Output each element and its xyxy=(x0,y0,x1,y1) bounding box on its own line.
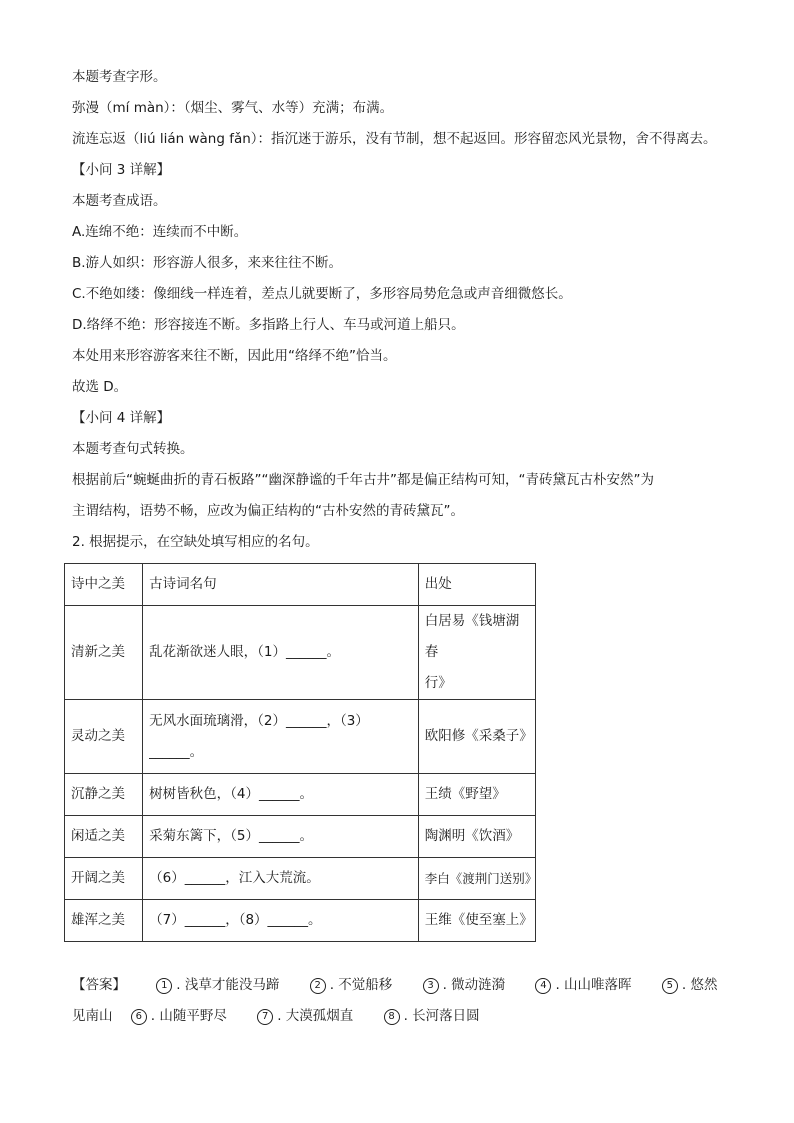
answer-item xyxy=(257,1008,353,1024)
paragraph: 本题考查成语。 xyxy=(72,193,167,209)
circled-number: 3 xyxy=(423,978,439,994)
answer-item xyxy=(310,977,393,993)
poem-line: 采菊东篱下，（5）______。 xyxy=(149,828,313,844)
answer-continuation: 见南山 xyxy=(72,1008,113,1024)
source-cell xyxy=(418,774,535,816)
beauty-cell: 闲适之美 xyxy=(65,816,143,858)
source-line: 白居易《钱塘湖春 xyxy=(424,613,520,660)
answer-item xyxy=(131,1008,227,1024)
beauty-cell: 灵动之美 xyxy=(65,700,143,774)
circled-number: 5 xyxy=(662,978,678,994)
paragraph: 弥漫（mí màn）：（烟尘、雾气、水等）充满；布满。 xyxy=(72,100,394,116)
poem-line: 无风水面琉璃滑，（2）______，（3） xyxy=(149,712,369,729)
option-c: C.不绝如缕：像细线一样连着，差点儿就要断了，多形容局势危急或声音细微悠长。 xyxy=(72,286,572,302)
header-cell: 出处 xyxy=(418,564,535,606)
option-a: A.连绵不绝：连续而不中断。 xyxy=(72,224,248,240)
answer-text: . 山随平野尽 xyxy=(150,1008,227,1024)
answer-text: . 长河落日圆 xyxy=(403,1008,480,1024)
answer-text: . 微动涟漪 xyxy=(442,977,506,993)
header-cell: 古诗词名句 xyxy=(143,564,419,606)
poem-cell xyxy=(143,700,419,774)
source-cell xyxy=(418,606,535,700)
answer-text: . 悠然 xyxy=(681,977,718,993)
table-row xyxy=(65,816,536,858)
paragraph: 本处用来形容游客来往不断，因此用“络绎不绝”恰当。 xyxy=(72,348,397,364)
beauty-cell: 雄浑之美 xyxy=(65,900,143,942)
poem-line: ______。 xyxy=(149,743,204,760)
circled-number: 7 xyxy=(257,1009,273,1025)
table-row xyxy=(65,606,536,700)
paragraph: 主谓结构，语势不畅，应改为偏正结构的“古朴安然的青砖黛瓦”。 xyxy=(72,503,464,519)
answer-line xyxy=(72,1001,732,1032)
beauty-cell: 清新之美 xyxy=(65,606,143,700)
answer-text: . 不觉船移 xyxy=(329,977,393,993)
poem-table xyxy=(64,563,536,942)
poem-cell xyxy=(143,858,419,900)
source-line: 陶渊明《饮酒》 xyxy=(424,828,520,844)
circled-number: 2 xyxy=(310,978,326,994)
answer-text: . 浅草才能没马蹄 xyxy=(176,977,280,993)
source-cell xyxy=(418,700,535,774)
circled-number: 8 xyxy=(384,1009,400,1025)
poem-cell xyxy=(143,606,419,700)
poem-line: 乱花渐欲迷人眼，（1）______。 xyxy=(149,644,340,660)
source-cell xyxy=(418,858,538,900)
poem-line: （7）______，（8）______。 xyxy=(149,912,322,928)
table-row xyxy=(65,900,536,942)
poem-line: （6）______，江入大荒流。 xyxy=(149,870,320,886)
answer-label: 【答案】 xyxy=(72,977,126,993)
source-cell xyxy=(418,900,535,942)
circled-number: 1 xyxy=(156,978,172,994)
table-row xyxy=(65,858,536,900)
answer-item xyxy=(384,1008,480,1024)
source-line: 李白《渡荆门送别》 xyxy=(424,871,538,886)
answer-block xyxy=(72,970,732,1032)
source-cell xyxy=(418,816,535,858)
circled-number: 6 xyxy=(131,1009,147,1025)
poem-cell xyxy=(143,900,419,942)
section-heading: 【小问 3 详解】 xyxy=(72,162,171,178)
table-header-row xyxy=(65,564,536,606)
answer-text: . 山山唯落晖 xyxy=(555,977,632,993)
source-line: 行》 xyxy=(424,675,452,691)
answer-item xyxy=(156,977,279,993)
source-line: 王维《使至塞上》 xyxy=(424,912,533,928)
table-row xyxy=(65,774,536,816)
poem-cell xyxy=(143,816,419,858)
circled-number: 4 xyxy=(535,978,551,994)
poem-cell xyxy=(143,774,419,816)
option-b: B.游人如织：形容游人很多，来来往往不断。 xyxy=(72,255,343,271)
paragraph: 根据前后“蜿蜒曲折的青石板路”“幽深静谧的千年古井”都是偏正结构可知，“青砖黛瓦古朴安然”为 xyxy=(72,472,654,488)
beauty-cell: 开阔之美 xyxy=(65,858,143,900)
answer-line xyxy=(72,970,732,1001)
paragraph: 本题考查句式转换。 xyxy=(72,441,194,457)
answer-text: . 大漠孤烟直 xyxy=(277,1008,354,1024)
poem-line: 树树皆秋色，（4）______。 xyxy=(149,786,313,802)
paragraph: 流连忘返（liú lián wàng fǎn）：指沉迷于游乐，没有节制，想不起返回。形容留恋风光景物，舍不得离去。 xyxy=(72,131,717,147)
table-row xyxy=(65,700,536,774)
source-line: 欧阳修《采桑子》 xyxy=(424,728,533,744)
answer-item xyxy=(662,977,718,993)
answer-item xyxy=(423,977,506,993)
header-cell: 诗中之美 xyxy=(65,564,143,606)
section-heading: 【小问 4 详解】 xyxy=(72,410,171,426)
paragraph: 故选 D。 xyxy=(72,379,128,395)
paragraph: 本题考查字形。 xyxy=(72,69,167,85)
question-2: 2. 根据提示，在空缺处填写相应的名句。 xyxy=(72,534,319,550)
beauty-cell: 沉静之美 xyxy=(65,774,143,816)
answer-item xyxy=(535,977,631,993)
document-page xyxy=(72,62,732,1032)
option-d: D.络绎不绝：形容接连不断。多指路上行人、车马或河道上船只。 xyxy=(72,317,465,333)
source-line: 王绩《野望》 xyxy=(424,786,506,802)
